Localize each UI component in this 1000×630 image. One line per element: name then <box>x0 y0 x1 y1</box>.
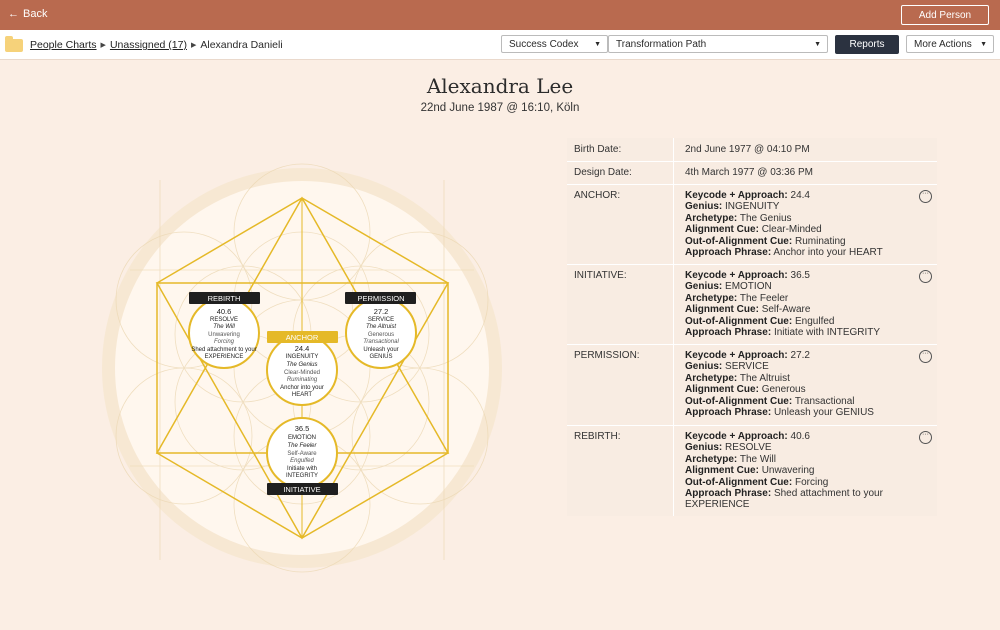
more-actions-select[interactable] <box>906 35 994 53</box>
permission-archetype: The Altruist <box>365 324 397 330</box>
rebirth-out: Forcing <box>213 339 235 345</box>
permission-phrase2: GENIUS <box>369 354 393 360</box>
top-bar <box>0 0 1000 30</box>
caret-right-icon: ▶ <box>190 42 197 49</box>
rebirth-row <box>567 425 937 516</box>
design-date-label: Design Date: <box>574 167 632 178</box>
folder-icon <box>5 39 23 52</box>
permission-align: Generous <box>367 332 395 338</box>
more-options-icon[interactable]: ··· <box>919 431 932 444</box>
permission-phrase1: Unleash your <box>363 347 399 353</box>
rebirth-tag: REBIRTH <box>207 294 241 303</box>
breadcrumb-current: Alexandra Danieli <box>200 39 283 51</box>
anchor-tag: ANCHOR <box>285 333 319 342</box>
rebirth-key: 40.6 <box>216 307 232 316</box>
birth-line: 22nd June 1987 @ 16:10, Köln <box>420 102 580 114</box>
rebirth-genius: RESOLVE <box>210 317 238 323</box>
anchor-details: Keycode + Approach: 24.4 Genius: INGENUITY Archetype: The Genius Alignment Cue: Clear-Minded Out-of-Alignment Cue: Ruminating Approach Phrase: Anchor into your HEART <box>685 190 883 259</box>
permission-row <box>567 344 937 426</box>
anchor-node[interactable] <box>267 331 338 405</box>
path-select-value: Transformation Path <box>616 38 707 50</box>
back-label: Back <box>23 8 48 20</box>
caret-down-icon: ▼ <box>814 41 821 48</box>
arrow-left-icon: ← <box>8 8 19 20</box>
birth-date-row <box>567 138 937 162</box>
details-panel <box>567 138 937 516</box>
initiative-out: Engulfed <box>290 458 314 464</box>
initiative-genius: EMOTION <box>288 435 316 441</box>
reports-button[interactable]: Reports <box>835 35 899 54</box>
initiative-node[interactable] <box>267 418 338 495</box>
initiative-phrase1: Initiate with <box>286 466 318 472</box>
initiative-key: 36.5 <box>294 424 310 433</box>
initiative-archetype: The Feeler <box>287 443 317 449</box>
person-name: Alexandra Lee <box>426 74 574 98</box>
breadcrumb-unassigned[interactable]: Unassigned (17) <box>109 39 187 51</box>
initiative-tag: INITIATIVE <box>283 485 321 494</box>
codex-select[interactable] <box>501 35 608 53</box>
path-select[interactable] <box>608 35 828 53</box>
initiative-row <box>567 264 937 345</box>
codex-select-value: Success Codex <box>509 38 579 50</box>
permission-label: PERMISSION: <box>574 350 640 361</box>
initiative-label: INITIATIVE: <box>574 270 627 281</box>
more-actions-label: More Actions <box>914 38 972 50</box>
design-date-row <box>567 161 937 185</box>
permission-genius: SERVICE <box>367 317 395 323</box>
toolbar <box>0 30 1000 60</box>
breadcrumb <box>30 39 283 51</box>
rebirth-node[interactable] <box>189 292 260 368</box>
permission-tag: PERMISSION <box>357 294 405 303</box>
keycode-chart <box>100 130 505 575</box>
more-options-icon[interactable]: ··· <box>919 190 932 203</box>
initiative-phrase2: INTEGRITY <box>285 473 319 479</box>
anchor-key: 24.4 <box>294 344 310 353</box>
rebirth-details: Keycode + Approach: 40.6 Genius: RESOLVE Archetype: The Will Alignment Cue: Unwavering Out-of-Alignment Cue: Forcing Approach Phrase: Shed attachment to your EXPERIENCE <box>685 431 883 511</box>
add-person-button[interactable]: Add Person <box>901 5 989 25</box>
rebirth-phrase1: Shed attachment to your <box>191 347 257 353</box>
caret-down-icon: ▼ <box>980 41 987 48</box>
permission-details: Keycode + Approach: 27.2 Genius: SERVICE Archetype: The Altruist Alignment Cue: Generous Out-of-Alignment Cue: Transactional Approach Phrase: Unleash your GENIUS <box>685 350 874 419</box>
anchor-genius: INGENUITY <box>285 354 319 360</box>
caret-down-icon: ▼ <box>594 41 601 48</box>
anchor-phrase1: Anchor into your <box>280 385 324 391</box>
anchor-row <box>567 184 937 265</box>
initiative-align: Self-Aware <box>287 451 317 457</box>
birth-date-value: 2nd June 1977 @ 04:10 PM <box>685 144 810 155</box>
permission-node[interactable] <box>345 292 416 368</box>
rebirth-label: REBIRTH: <box>574 431 621 442</box>
back-button[interactable] <box>8 8 47 20</box>
anchor-archetype: The Genius <box>286 362 318 368</box>
anchor-out: Ruminating <box>286 377 318 383</box>
birth-date-label: Birth Date: <box>574 144 622 155</box>
rebirth-align: Unwavering <box>208 332 240 338</box>
permission-key: 27.2 <box>373 307 389 316</box>
permission-out: Transactional <box>363 339 399 345</box>
design-date-value: 4th March 1977 @ 03:36 PM <box>685 167 813 178</box>
initiative-details: Keycode + Approach: 36.5 Genius: EMOTION Archetype: The Feeler Alignment Cue: Self-Aware Out-of-Alignment Cue: Engulfed Approach Phrase: Initiate with INTEGRITY <box>685 270 881 339</box>
breadcrumb-people-charts[interactable]: People Charts <box>30 39 97 51</box>
more-options-icon[interactable]: ··· <box>919 270 932 283</box>
anchor-phrase2: HEART <box>291 392 313 398</box>
rebirth-archetype: The Will <box>213 324 235 330</box>
caret-right-icon: ▶ <box>100 42 106 49</box>
anchor-align: Clear-Minded <box>283 370 321 376</box>
more-options-icon[interactable]: ··· <box>919 350 932 363</box>
anchor-label: ANCHOR: <box>574 190 621 201</box>
rebirth-phrase2: EXPERIENCE <box>204 354 244 360</box>
